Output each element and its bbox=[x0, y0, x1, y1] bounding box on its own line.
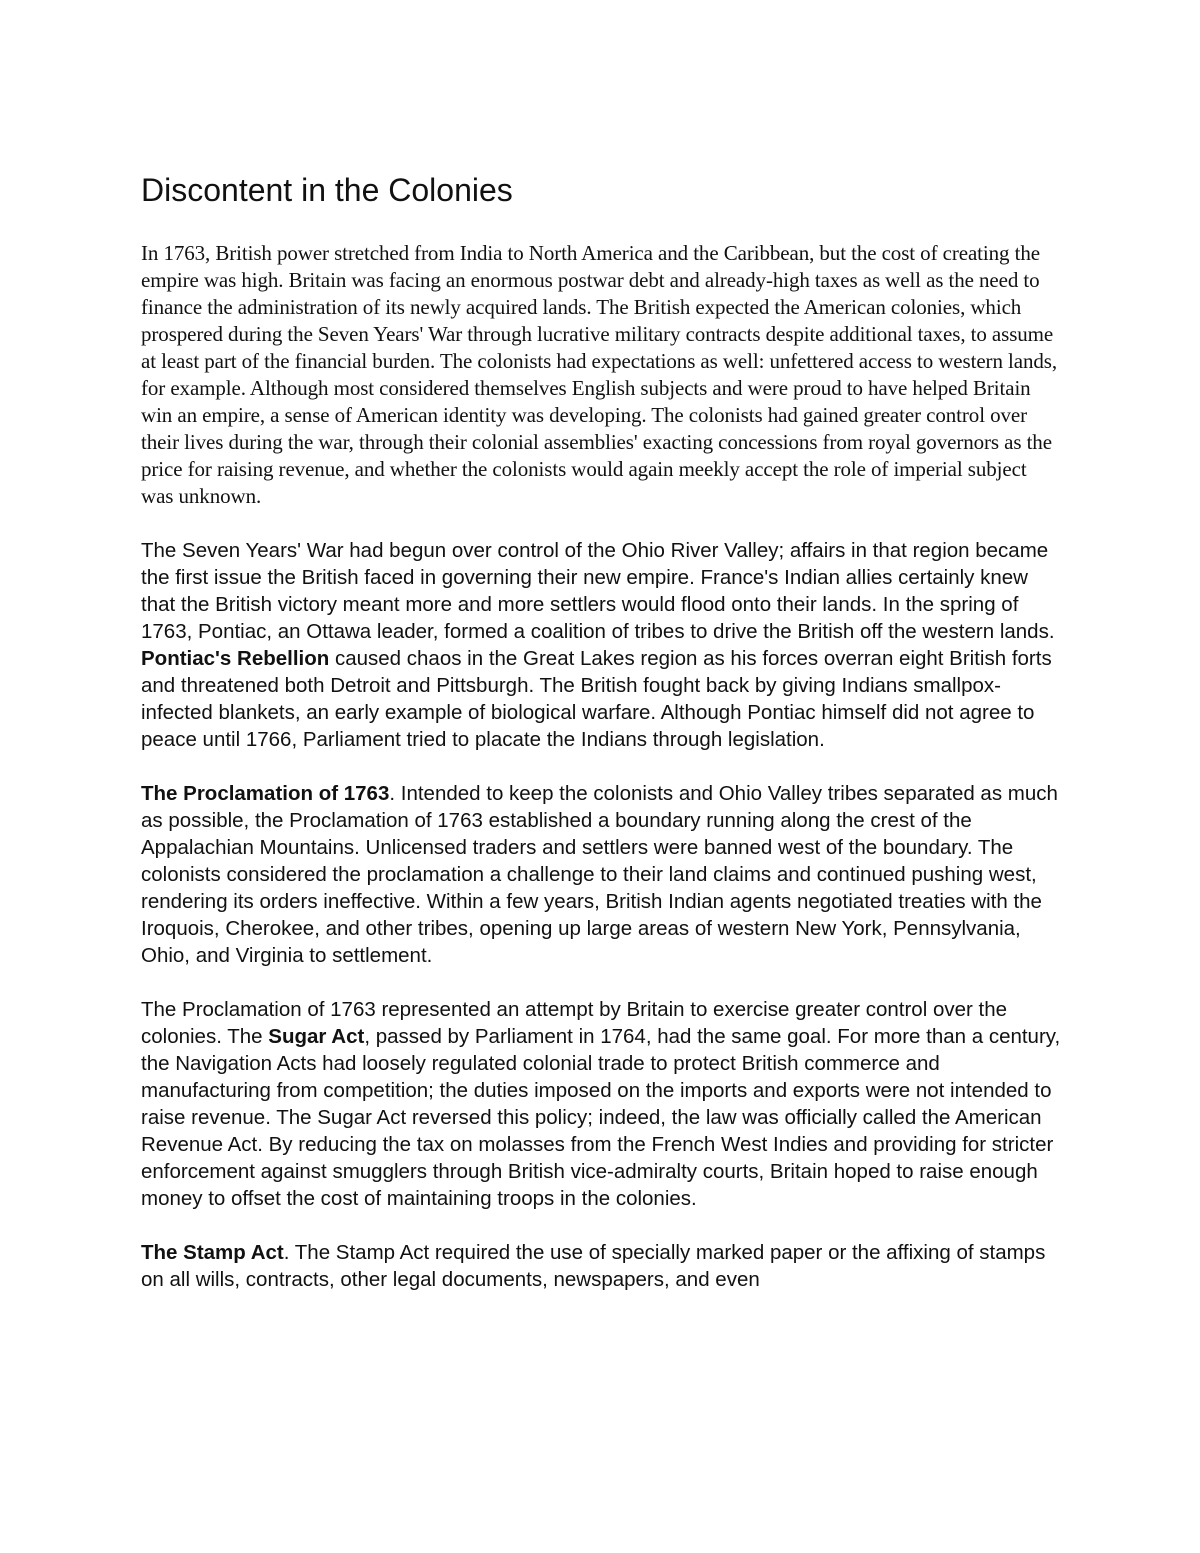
document-page bbox=[141, 170, 1061, 1320]
paragraph-intro: In 1763, British power stretched from India to North America and the Caribbean, but the cost of creating the empire was high. Britain was facing an enormous postwar debt and already-high taxes as well as the need to finance the administration of its newly acquired lands. The British expected the American colonies, which prospered during the Seven Years' War through lucrative military contracts despite additional taxes, to assume at least part of the financial burden. The colonists had expectations as well: unfettered access to western lands, for example. Although most considered themselves English subjects and were proud to have helped Britain win an empire, a sense of American identity was developing. The colonists had gained greater control over their lives during the war, through their colonial assemblies' exacting concessions from royal governors as the price for raising revenue, and whether the colonists would again meekly accept the role of imperial subject was unknown. bbox=[141, 241, 1057, 508]
paragraph-proclamation bbox=[141, 780, 1061, 969]
bold-term-proclamation-of-1763: The Proclamation of 1763 bbox=[141, 782, 390, 805]
paragraph-text: The Seven Years' War had begun over control of the Ohio River Valley; affairs in that region became the first issue the British faced in governing their new empire. France's Indian allies certainly knew that the British victory meant more and more settlers would flood onto their lands. In the spring of 1763, Pontiac, an Ottawa leader, formed a coalition of tribes to drive the British off the western lands. bbox=[141, 539, 1055, 643]
paragraph-pontiac bbox=[141, 537, 1061, 753]
paragraph-text: The Proclamation of 1763 represented an attempt by Britain to exercise greater control over the colonies. The bbox=[141, 998, 1008, 1048]
paragraph-text: . The Stamp Act required the use of specially marked paper or the affixing of stamps on all wills, contracts, other legal documents, newspapers, and even bbox=[141, 1241, 1046, 1291]
paragraph-text: caused chaos in the Great Lakes region as his forces overran eight British forts and threatened both Detroit and Pittsburgh. The British fought back by giving Indians smallpox-infected blankets, an early example of biological warfare. Although Pontiac himself did not agree to peace until 1766, Parliament tried to placate the Indians through legislation. bbox=[141, 647, 1052, 751]
paragraph-sugar-act bbox=[141, 996, 1061, 1212]
paragraph-stamp-act bbox=[141, 1239, 1061, 1293]
paragraph-text: . Intended to keep the colonists and Ohio Valley tribes separated as much as possible, the Proclamation of 1763 established a boundary running along the crest of the Appalachian Mountains. Unlicensed traders and settlers were banned west of the boundary. The colonists considered the proclamation a challenge to their land claims and continued pushing west, rendering its orders ineffective. Within a few years, British Indian agents negotiated treaties with the Iroquois, Cherokee, and other tribes, opening up large areas of western New York, Pennsylvania, Ohio, and Virginia to settlement. bbox=[141, 782, 1058, 967]
bold-term-stamp-act: The Stamp Act bbox=[141, 1241, 284, 1264]
bold-term-pontiacs-rebellion: Pontiac's Rebellion bbox=[141, 647, 330, 670]
document-title: Discontent in the Colonies bbox=[141, 172, 513, 208]
bold-term-sugar-act: Sugar Act bbox=[268, 1025, 365, 1048]
paragraph-text: , passed by Parliament in 1764, had the same goal. For more than a century, the Navigation Acts had loosely regulated colonial trade to protect British commerce and manufacturing from competition; the duties imposed on the imports and exports were not intended to raise revenue. The Sugar Act reversed this policy; indeed, the law was officially called the American Revenue Act. By reducing the tax on molasses from the French West Indies and providing for stricter enforcement against smugglers through British vice-admiralty courts, Britain hoped to raise enough money to offset the cost of maintaining troops in the colonies. bbox=[141, 1025, 1061, 1210]
